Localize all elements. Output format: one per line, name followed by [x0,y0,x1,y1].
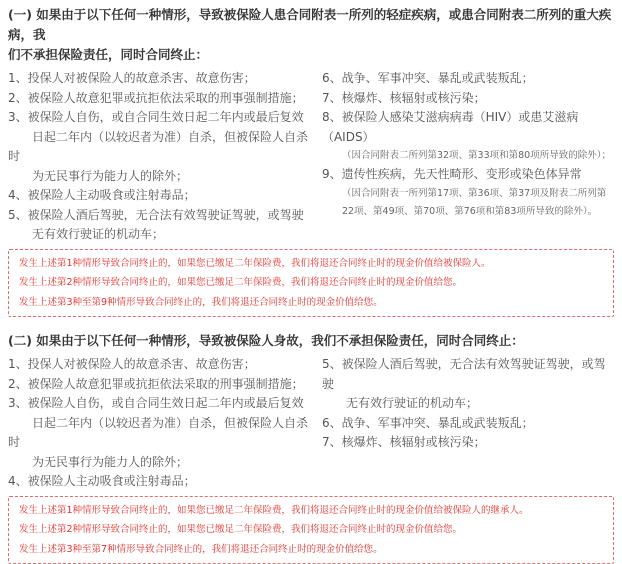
section-1-heading-line-1: (一) 如果由于以下任何一种情形，导致被保险人患合同附表一所列的轻症疾病，或患合同附表二所列的重大疾病，我 [8,7,611,42]
item-text: 2、被保险人故意犯罪或抗拒依法采取的刑事强制措施； [8,377,304,391]
note-line: 发生上述第1种情形导致合同终止的，如果您已缴足二年保险费，我们将退还合同终止时的现金价值给被保险人。 [19,254,603,274]
note-line: 发生上述第3种至第7种情形导致合同终止的，我们将退还合同终止时的现金价值给您。 [19,540,603,560]
item-text: 为无民事行为能力人的除外； [8,169,188,183]
item-text: 2、被保险人故意犯罪或抗拒依法采取的刑事强制措施； [8,91,304,105]
section-2-left-column [8,355,314,492]
section-1-right-column [322,69,616,245]
section-1-left-column [8,69,314,245]
note-line: 发生上述第1种情形导致合同终止的，如果您已缴足二年保险费，我们将退还合同终止时的现金价值给被保险人的继承人。 [19,501,603,521]
section-2-heading: (二) 如果由于以下任何一种情形，导致被保险人身故，我们不承担保险责任，同时合同终止： [8,331,616,351]
list-item [322,108,616,165]
list-item [8,472,314,492]
item-text: 4、被保险人主动吸食或注射毒品； [8,474,196,488]
list-item [322,165,616,221]
list-item [8,69,314,89]
item-text: 8、被保险人感染艾滋病病毒（HIV）或患艾滋病（AIDS） [322,110,578,144]
item-text: 无有效行驶证的机动车； [322,396,478,410]
item-text: 日起二年内（以较迟者为准）自杀，但被保险人自杀时 [8,416,308,450]
item-text: 7、核爆炸、核辐射或核污染； [322,435,486,449]
item-text: 5、被保险人酒后驾驶，无合法有效驾驶证驾驶，或驾驶 [322,357,606,391]
item-text: 1、投保人对被保险人的故意杀害、故意伤害； [8,357,256,371]
item-note: 22项、第49项、第70项、第76项和第83项所导致的除外）。 [322,203,616,221]
list-item [8,89,314,109]
list-item [322,69,616,89]
note-line: 发生上述第3种至第9种情形导致合同终止的，我们将退还合同终止时的现金价值给您。 [19,293,603,313]
item-text: 日起二年内（以较迟者为准）自杀，但被保险人自杀时 [8,130,308,164]
item-text: 4、被保险人主动吸食或注射毒品； [8,188,196,202]
list-item [8,394,314,472]
list-item [322,89,616,109]
list-item [8,375,314,395]
list-item [8,186,314,206]
item-text: 为无民事行为能力人的除外； [8,455,188,469]
section-2 [8,331,616,564]
item-text: 3、被保险人自伤，或自合同生效日起二年内或最后复效 [8,396,304,410]
section-2-right-column [322,355,616,492]
note-line: 发生上述第2种情形导致合同终止的，如果您已缴足二年保险费，我们将退还合同终止时的现金价值给您。 [19,520,603,540]
item-text: 6、战争、军事冲突、暴乱或武装叛乱； [322,71,534,85]
note-line: 发生上述第2种情形导致合同终止的，如果您已缴足二年保险费，我们将退还合同终止时的现金价值给您。 [19,273,603,293]
list-item [8,355,314,375]
section-1-columns [8,69,616,245]
list-item [322,355,616,414]
list-item [322,414,616,434]
section-2-columns [8,355,616,492]
section-1-heading [8,5,616,65]
item-text: 6、战争、军事冲突、暴乱或武装叛乱； [322,416,534,430]
item-text: 3、被保险人自伤，或自合同生效日起二年内或最后复效 [8,110,304,124]
item-note: （因合同附表二所列第32项、第33项和第80项所导致的除外）； [322,147,616,165]
list-item [8,108,314,186]
item-text: 5、被保险人酒后驾驶，无合法有效驾驶证驾驶，或驾驶 [8,208,304,222]
section-2-notes-box [8,496,614,564]
section-1 [8,5,616,317]
section-1-notes-box [8,249,614,318]
list-item [322,433,616,453]
item-text: 7、核爆炸、核辐射或核污染； [322,91,486,105]
item-text: 1、投保人对被保险人的故意杀害、故意伤害； [8,71,256,85]
item-note: （因合同附表一所列第17项、第36项、第37项及附表二所列第 [322,185,616,203]
section-1-heading-line-2: 们不承担保险责任，同时合同终止： [8,47,208,62]
list-item [8,206,314,245]
item-text: 无有效行驶证的机动车； [8,227,164,241]
item-text: 9、遗传性疾病，先天性畸形、变形或染色体异常 [322,167,582,181]
